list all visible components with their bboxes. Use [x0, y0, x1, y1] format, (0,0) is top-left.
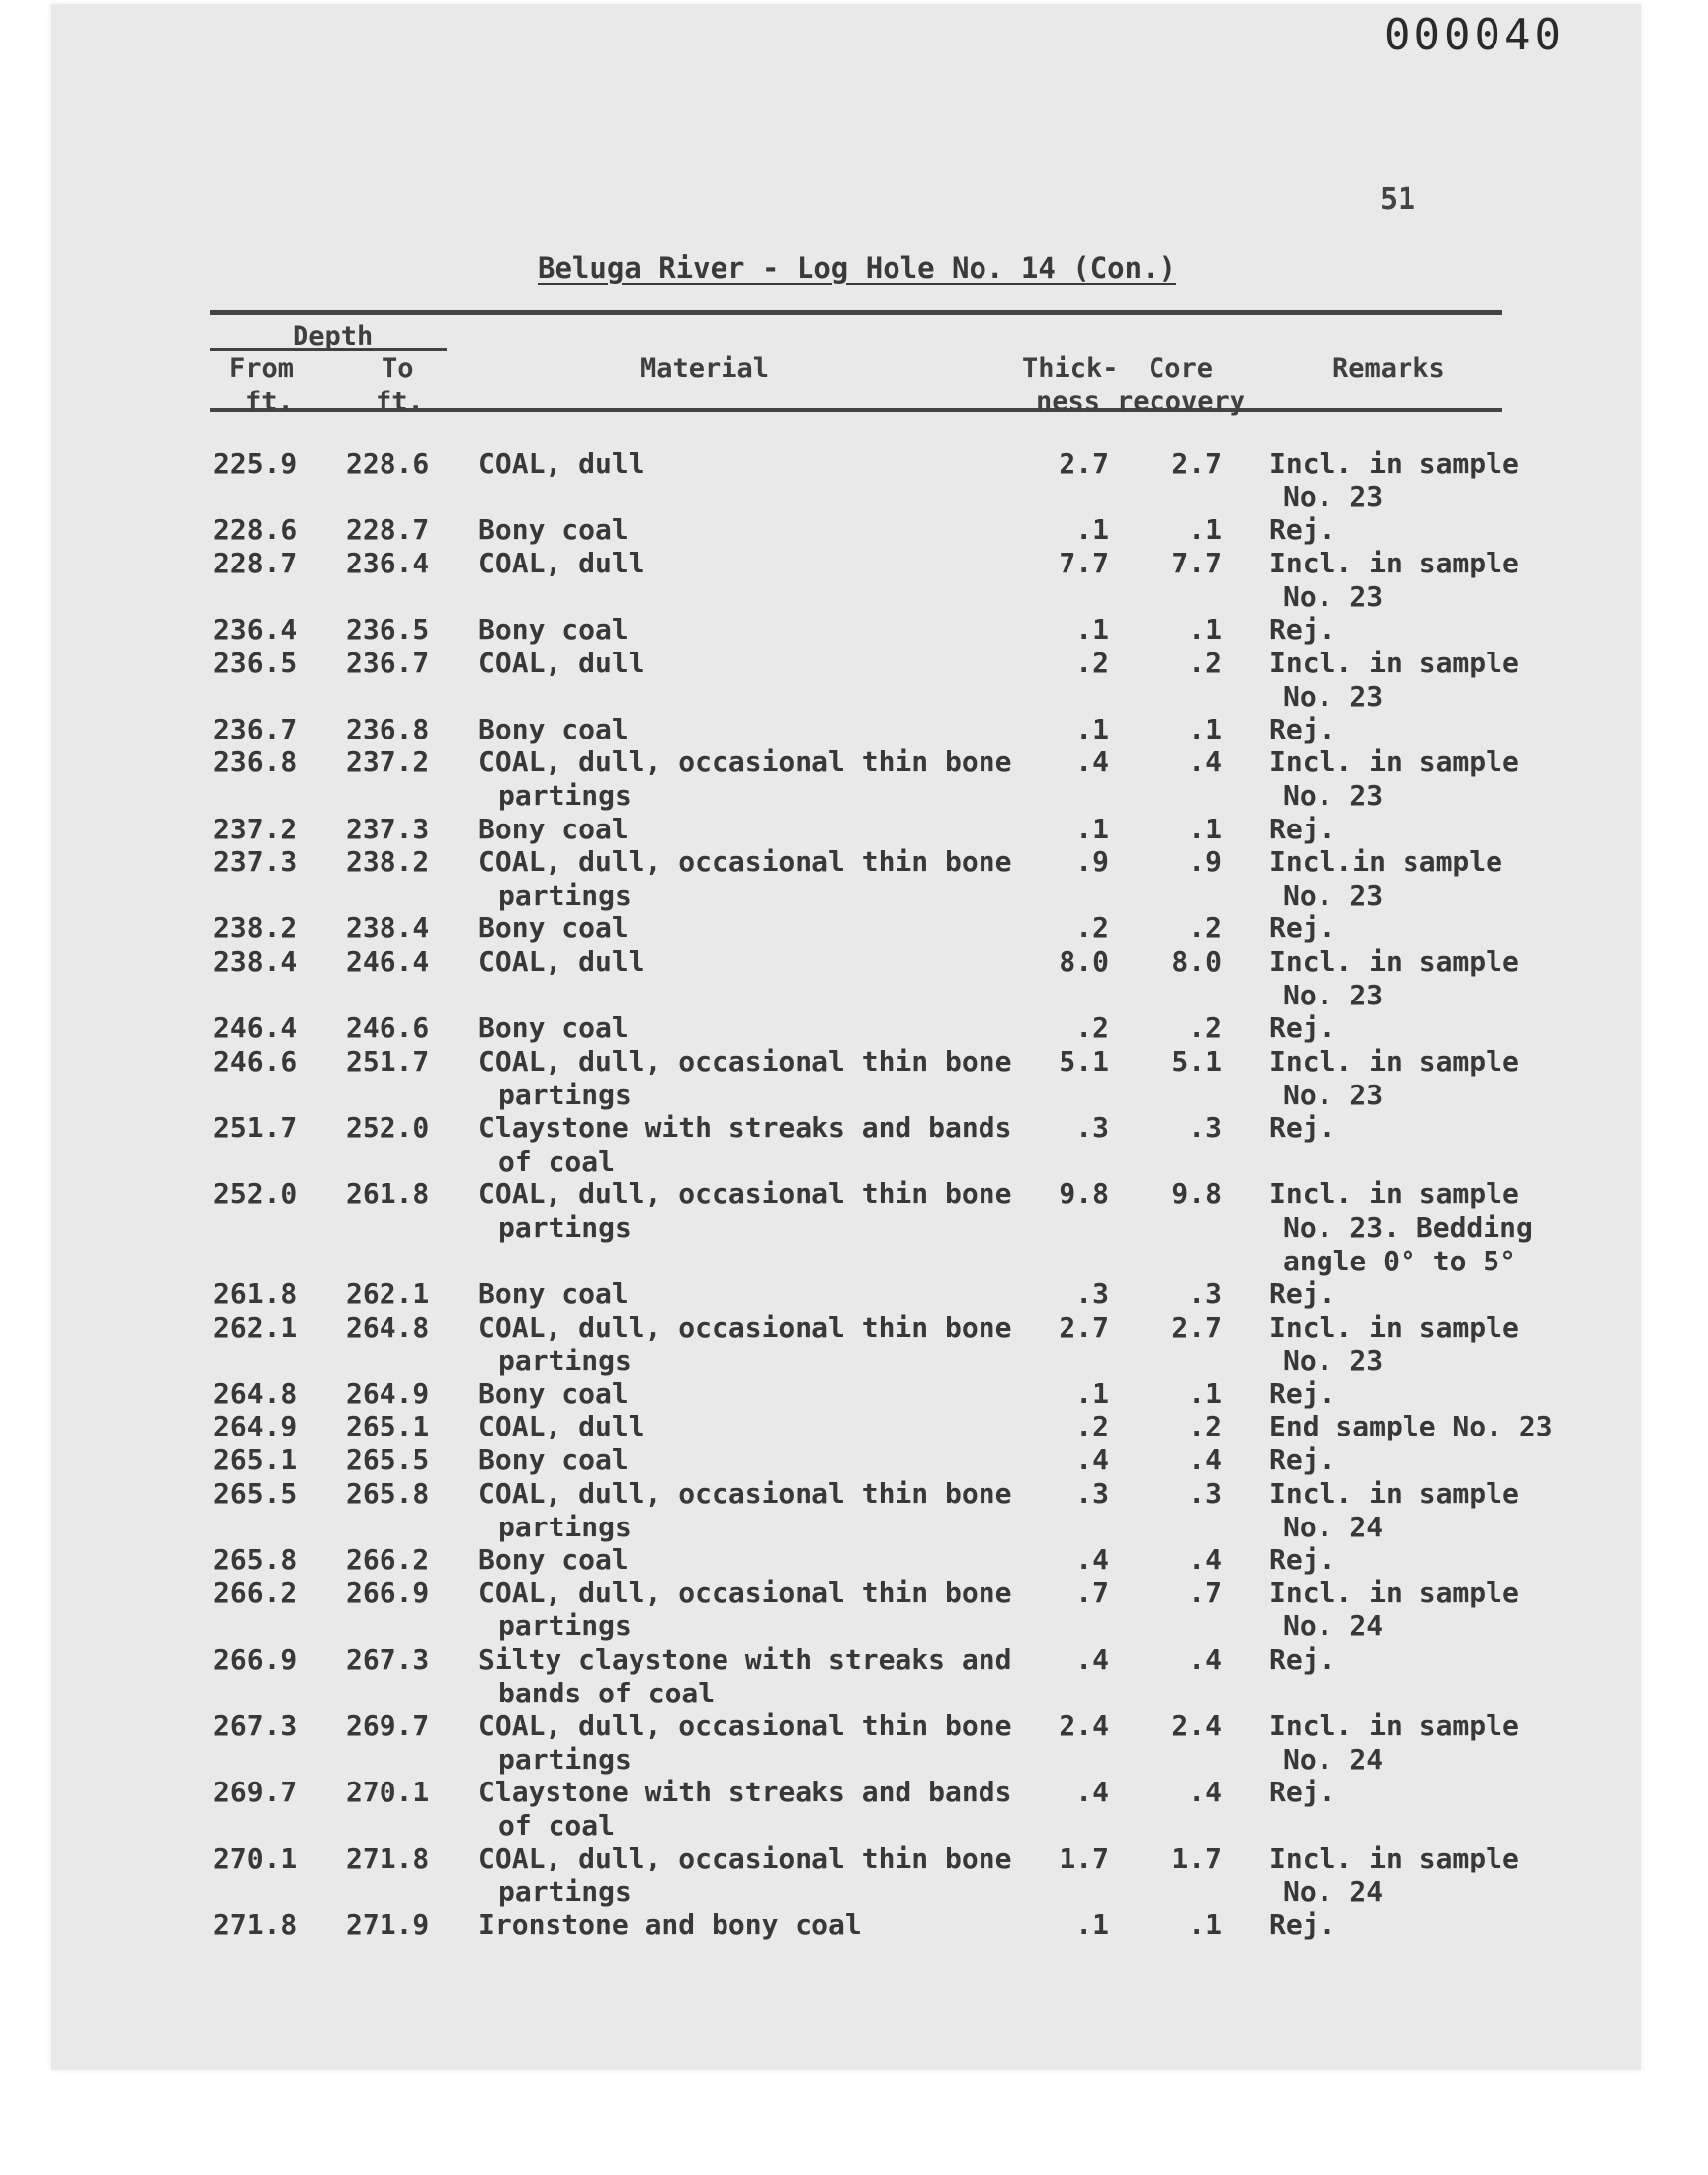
remarks-line: No. 24: [1283, 1510, 1384, 1543]
material-line: COAL, dull: [478, 447, 645, 479]
material-line: COAL, dull, occasional thin bone: [478, 1476, 1012, 1510]
depth-to-cell: 228.6: [346, 447, 430, 479]
remarks-line: No. 24: [1283, 1742, 1384, 1776]
depth-from-cell: 246.6: [214, 1044, 298, 1078]
depth-from-cell: 264.9: [214, 1410, 298, 1443]
remarks-cell: [1269, 813, 1576, 846]
header-core-recovery: recovery: [1117, 387, 1246, 417]
material-cell: [478, 1410, 1032, 1443]
depth-from-cell: 266.9: [214, 1642, 298, 1676]
depth-from-cell: 228.7: [214, 546, 298, 579]
core-recovery-cell: .4: [1188, 1642, 1222, 1676]
material-line: partings: [498, 779, 632, 813]
core-recovery-cell: .2: [1188, 1410, 1222, 1443]
material-cell: [478, 1311, 1032, 1378]
depth-from-cell: 251.7: [214, 1111, 298, 1144]
depth-to-cell: 271.9: [346, 1908, 430, 1942]
remarks-cell: [1269, 912, 1576, 945]
material-cell: [478, 1543, 1032, 1577]
depth-to-cell: 265.5: [346, 1443, 430, 1476]
remarks-line: Incl. in sample: [1269, 1708, 1519, 1742]
thickness-cell: .2: [1075, 1011, 1109, 1045]
depth-to-cell: 265.1: [346, 1410, 430, 1443]
remarks-line: No. 23: [1283, 579, 1384, 613]
remarks-cell: [1269, 1576, 1576, 1643]
thickness-cell: .4: [1075, 745, 1109, 779]
remarks-cell: [1269, 1543, 1576, 1577]
remarks-line: Incl. in sample: [1269, 1476, 1519, 1510]
depth-from-cell: 236.5: [214, 646, 298, 679]
thickness-cell: 2.7: [1059, 447, 1109, 479]
depth-from-cell: 237.3: [214, 845, 298, 879]
remarks-line: Rej.: [1269, 1542, 1336, 1576]
material-cell: [478, 1908, 1032, 1942]
material-line: COAL, dull, occasional thin bone: [478, 1310, 1012, 1344]
depth-from-cell: 267.3: [214, 1708, 298, 1742]
document-serial-number: 000040: [1384, 10, 1565, 60]
remarks-line: Rej.: [1269, 712, 1336, 745]
depth-to-cell: 252.0: [346, 1111, 430, 1144]
depth-to-cell: 270.1: [346, 1776, 430, 1808]
core-recovery-cell: .3: [1188, 1111, 1222, 1144]
remarks-line: Rej.: [1269, 1376, 1336, 1410]
core-recovery-cell: 2.7: [1171, 447, 1222, 479]
material-line: Bony coal: [478, 513, 629, 547]
thickness-cell: 1.7: [1059, 1842, 1109, 1875]
remarks-line: No. 24: [1283, 1610, 1384, 1643]
thickness-cell: .2: [1075, 1410, 1109, 1443]
material-cell: [478, 845, 1032, 913]
remarks-line: angle 0° to 5°: [1283, 1245, 1517, 1278]
thickness-cell: 2.7: [1059, 1310, 1109, 1344]
depth-to-cell: 267.3: [346, 1642, 430, 1676]
remarks-line: Incl. in sample: [1269, 1842, 1519, 1875]
core-recovery-cell: 5.1: [1171, 1044, 1222, 1078]
remarks-line: Incl. in sample: [1269, 447, 1519, 479]
remarks-line: Rej.: [1269, 513, 1336, 547]
thickness-cell: .2: [1075, 912, 1109, 945]
remarks-cell: [1269, 1311, 1576, 1378]
material-line: of coal: [498, 1809, 616, 1842]
remarks-line: Incl. in sample: [1269, 745, 1519, 779]
thickness-cell: .1: [1075, 812, 1109, 845]
material-cell: [478, 713, 1032, 746]
thickness-cell: .3: [1075, 1476, 1109, 1510]
material-cell: [478, 1177, 1032, 1245]
depth-from-cell: 236.4: [214, 613, 298, 646]
material-line: Bony coal: [478, 613, 629, 646]
core-recovery-cell: 2.4: [1171, 1708, 1222, 1742]
core-recovery-cell: .1: [1188, 812, 1222, 845]
remarks-line: Incl. in sample: [1269, 646, 1519, 679]
thickness-cell: 7.7: [1059, 546, 1109, 579]
material-line: COAL, dull: [478, 646, 645, 679]
depth-to-cell: 246.4: [346, 945, 430, 978]
depth-to-cell: 265.8: [346, 1476, 430, 1510]
remarks-cell: [1269, 713, 1576, 746]
remarks-cell: [1269, 1277, 1576, 1311]
depth-from-cell: 236.7: [214, 712, 298, 745]
material-cell: [478, 513, 1032, 547]
material-cell: [478, 1477, 1032, 1544]
core-recovery-cell: .7: [1188, 1576, 1222, 1610]
depth-to-cell: 266.2: [346, 1542, 430, 1576]
depth-to-cell: 246.6: [346, 1011, 430, 1045]
depth-to-cell: 261.8: [346, 1177, 430, 1211]
material-cell: [478, 1045, 1032, 1112]
material-cell: [478, 1776, 1032, 1843]
core-recovery-cell: .4: [1188, 1776, 1222, 1808]
remarks-line: Rej.: [1269, 613, 1336, 646]
material-line: partings: [498, 1344, 632, 1377]
thickness-cell: .1: [1075, 613, 1109, 646]
material-line: partings: [498, 1510, 632, 1543]
material-line: partings: [498, 1610, 632, 1643]
remarks-cell: [1269, 945, 1576, 1012]
remarks-line: Incl. in sample: [1269, 1310, 1519, 1344]
remarks-line: Rej.: [1269, 912, 1336, 945]
page-number: 51: [1380, 182, 1416, 217]
header-thickness: Thick-: [1022, 353, 1119, 384]
remarks-line: No. 24: [1283, 1875, 1384, 1909]
material-line: COAL, dull, occasional thin bone: [478, 1842, 1012, 1875]
remarks-cell: [1269, 613, 1576, 647]
material-cell: [478, 547, 1032, 580]
core-recovery-cell: 8.0: [1171, 945, 1222, 978]
remarks-line: Incl. in sample: [1269, 1044, 1519, 1078]
remarks-line: Rej.: [1269, 1277, 1336, 1310]
remarks-line: Rej.: [1269, 1443, 1336, 1476]
core-recovery-cell: 1.7: [1171, 1842, 1222, 1875]
depth-to-cell: 237.2: [346, 745, 430, 779]
material-line: Ironstone and bony coal: [478, 1908, 862, 1942]
remarks-cell: [1269, 1111, 1576, 1145]
remarks-cell: [1269, 745, 1576, 813]
material-line: partings: [498, 1742, 632, 1776]
core-recovery-cell: 2.7: [1171, 1310, 1222, 1344]
remarks-line: Rej.: [1269, 812, 1336, 845]
remarks-line: Rej.: [1269, 1011, 1336, 1045]
remarks-cell: [1269, 513, 1576, 547]
depth-from-cell: 252.0: [214, 1177, 298, 1211]
material-line: of coal: [498, 1145, 616, 1177]
material-cell: [478, 813, 1032, 846]
depth-to-cell: 236.8: [346, 712, 430, 745]
material-cell: [478, 1443, 1032, 1477]
material-line: COAL, dull, occasional thin bone: [478, 1576, 1012, 1610]
depth-to-cell: 269.7: [346, 1708, 430, 1742]
depth-from-cell: 264.8: [214, 1376, 298, 1410]
thickness-cell: 8.0: [1059, 945, 1109, 978]
depth-to-cell: 237.3: [346, 812, 430, 845]
depth-to-cell: 271.8: [346, 1842, 430, 1875]
remarks-cell: [1269, 1011, 1576, 1045]
remarks-cell: [1269, 1443, 1576, 1477]
remarks-cell: [1269, 1045, 1576, 1112]
depth-from-cell: 265.8: [214, 1542, 298, 1576]
material-line: COAL, dull, occasional thin bone: [478, 845, 1012, 879]
depth-from-cell: 246.4: [214, 1011, 298, 1045]
material-line: Bony coal: [478, 1376, 629, 1410]
header-to-unit: ft.: [376, 387, 424, 417]
depth-from-cell: 269.7: [214, 1776, 298, 1808]
remarks-cell: [1269, 1410, 1576, 1443]
core-recovery-cell: .2: [1188, 1011, 1222, 1045]
thickness-cell: .4: [1075, 1776, 1109, 1808]
remarks-line: No. 23: [1283, 679, 1384, 713]
remarks-line: No. 23. Bedding: [1283, 1211, 1533, 1245]
core-recovery-cell: .2: [1188, 912, 1222, 945]
core-recovery-cell: 7.7: [1171, 546, 1222, 579]
header-thickness-cont: ness: [1036, 387, 1101, 417]
material-line: COAL, dull: [478, 945, 645, 978]
core-recovery-cell: .4: [1188, 1443, 1222, 1476]
material-line: COAL, dull: [478, 546, 645, 579]
material-line: COAL, dull: [478, 1410, 645, 1443]
material-cell: [478, 945, 1032, 979]
thickness-cell: 5.1: [1059, 1044, 1109, 1078]
material-cell: [478, 1011, 1032, 1045]
depth-from-cell: 238.2: [214, 912, 298, 945]
thickness-cell: .2: [1075, 646, 1109, 679]
remarks-line: Incl. in sample: [1269, 945, 1519, 978]
depth-to-cell: 228.7: [346, 513, 430, 547]
material-line: Bony coal: [478, 1443, 629, 1476]
depth-from-cell: 266.2: [214, 1576, 298, 1610]
header-depth: Depth: [293, 321, 374, 352]
material-cell: [478, 1111, 1032, 1178]
core-recovery-cell: .3: [1188, 1476, 1222, 1510]
material-line: Bony coal: [478, 1011, 629, 1045]
material-cell: [478, 1277, 1032, 1311]
material-cell: [478, 647, 1032, 680]
depth-to-cell: 262.1: [346, 1277, 430, 1310]
remarks-cell: [1269, 547, 1576, 614]
depth-from-cell: 236.8: [214, 745, 298, 779]
material-line: COAL, dull, occasional thin bone: [478, 1044, 1012, 1078]
thickness-cell: .1: [1075, 712, 1109, 745]
core-recovery-cell: .1: [1188, 613, 1222, 646]
remarks-line: No. 23: [1283, 480, 1384, 513]
depth-from-cell: 237.2: [214, 812, 298, 845]
remarks-cell: [1269, 1477, 1576, 1544]
core-recovery-cell: .1: [1188, 1376, 1222, 1410]
thickness-cell: .1: [1075, 1908, 1109, 1942]
thickness-cell: .1: [1075, 1376, 1109, 1410]
thickness-cell: .9: [1075, 845, 1109, 879]
material-cell: [478, 613, 1032, 647]
remarks-cell: [1269, 1709, 1576, 1777]
depth-to-cell: 251.7: [346, 1044, 430, 1078]
core-recovery-cell: .1: [1188, 712, 1222, 745]
remarks-line: No. 23: [1283, 879, 1384, 913]
header-from-unit: ft.: [245, 387, 294, 417]
depth-from-cell: 262.1: [214, 1310, 298, 1344]
core-recovery-cell: 9.8: [1171, 1177, 1222, 1211]
material-line: Bony coal: [478, 1277, 629, 1310]
thickness-cell: .4: [1075, 1542, 1109, 1576]
remarks-line: Incl. in sample: [1269, 1576, 1519, 1610]
material-cell: [478, 1643, 1032, 1710]
material-cell: [478, 1377, 1032, 1411]
header-to: To: [382, 353, 414, 384]
thickness-cell: .7: [1075, 1576, 1109, 1610]
depth-from-cell: 271.8: [214, 1908, 298, 1942]
remarks-cell: [1269, 1643, 1576, 1677]
depth-from-cell: 270.1: [214, 1842, 298, 1875]
depth-to-cell: 238.2: [346, 845, 430, 879]
thickness-cell: 9.8: [1059, 1177, 1109, 1211]
depth-to-cell: 236.5: [346, 613, 430, 646]
header-material: Material: [640, 353, 770, 384]
header-from: From: [229, 353, 295, 384]
thickness-cell: .4: [1075, 1443, 1109, 1476]
core-recovery-cell: .9: [1188, 845, 1222, 879]
core-recovery-cell: .4: [1188, 1542, 1222, 1576]
core-recovery-cell: .3: [1188, 1277, 1222, 1310]
core-recovery-cell: .4: [1188, 745, 1222, 779]
depth-to-cell: 236.7: [346, 646, 430, 679]
depth-to-cell: 238.4: [346, 912, 430, 945]
remarks-line: Incl. in sample: [1269, 1177, 1519, 1211]
material-line: Claystone with streaks and bands: [478, 1776, 1012, 1808]
remarks-line: Incl.in sample: [1269, 845, 1503, 879]
thickness-cell: .3: [1075, 1277, 1109, 1310]
depth-from-cell: 225.9: [214, 447, 298, 479]
depth-to-cell: 264.9: [346, 1376, 430, 1410]
remarks-line: Incl. in sample: [1269, 546, 1519, 579]
depth-to-cell: 236.4: [346, 546, 430, 579]
core-recovery-cell: .2: [1188, 646, 1222, 679]
remarks-cell: [1269, 1776, 1576, 1809]
remarks-line: Rej.: [1269, 1776, 1336, 1808]
remarks-line: End sample No. 23: [1269, 1410, 1553, 1443]
depth-from-cell: 265.5: [214, 1476, 298, 1510]
remarks-cell: [1269, 1842, 1576, 1909]
remarks-line: Rej.: [1269, 1111, 1336, 1144]
thickness-cell: .1: [1075, 513, 1109, 547]
remarks-cell: [1269, 447, 1576, 514]
depth-from-cell: 228.6: [214, 513, 298, 547]
thickness-cell: .4: [1075, 1642, 1109, 1676]
header-core: Core: [1149, 353, 1214, 384]
depth-from-cell: 265.1: [214, 1443, 298, 1476]
remarks-line: No. 23: [1283, 1078, 1384, 1111]
material-line: COAL, dull, occasional thin bone: [478, 745, 1012, 779]
material-cell: [478, 912, 1032, 945]
material-cell: [478, 447, 1032, 480]
material-line: Bony coal: [478, 912, 629, 945]
remarks-line: No. 23: [1283, 1344, 1384, 1377]
material-line: Silty claystone with streaks and: [478, 1642, 1012, 1676]
material-line: Bony coal: [478, 1542, 629, 1576]
material-cell: [478, 1576, 1032, 1643]
material-line: partings: [498, 1078, 632, 1111]
remarks-cell: [1269, 647, 1576, 714]
remarks-cell: [1269, 1377, 1576, 1411]
material-line: partings: [498, 1875, 632, 1909]
material-cell: [478, 1709, 1032, 1777]
material-line: bands of coal: [498, 1676, 716, 1709]
remarks-cell: [1269, 1177, 1576, 1278]
material-line: partings: [498, 1211, 632, 1245]
remarks-line: Rej.: [1269, 1908, 1336, 1942]
remarks-line: No. 23: [1283, 779, 1384, 813]
material-line: COAL, dull, occasional thin bone: [478, 1708, 1012, 1742]
material-cell: [478, 745, 1032, 813]
header-remarks: Remarks: [1332, 353, 1445, 384]
material-line: COAL, dull, occasional thin bone: [478, 1177, 1012, 1211]
core-recovery-cell: .1: [1188, 513, 1222, 547]
material-line: Claystone with streaks and bands: [478, 1111, 1012, 1144]
remarks-line: No. 23: [1283, 979, 1384, 1011]
remarks-cell: [1269, 1908, 1576, 1942]
thickness-cell: 2.4: [1059, 1708, 1109, 1742]
depth-from-cell: 238.4: [214, 945, 298, 978]
remarks-line: Rej.: [1269, 1642, 1336, 1676]
document-title: Beluga River - Log Hole No. 14 (Con.): [538, 251, 1177, 285]
depth-to-cell: 264.8: [346, 1310, 430, 1344]
remarks-cell: [1269, 845, 1576, 913]
material-line: Bony coal: [478, 812, 629, 845]
core-recovery-cell: .1: [1188, 1908, 1222, 1942]
depth-from-cell: 261.8: [214, 1277, 298, 1310]
material-line: Bony coal: [478, 712, 629, 745]
material-line: partings: [498, 879, 632, 913]
table-top-rule: [210, 310, 1502, 315]
thickness-cell: .3: [1075, 1111, 1109, 1144]
material-cell: [478, 1842, 1032, 1909]
depth-to-cell: 266.9: [346, 1576, 430, 1610]
